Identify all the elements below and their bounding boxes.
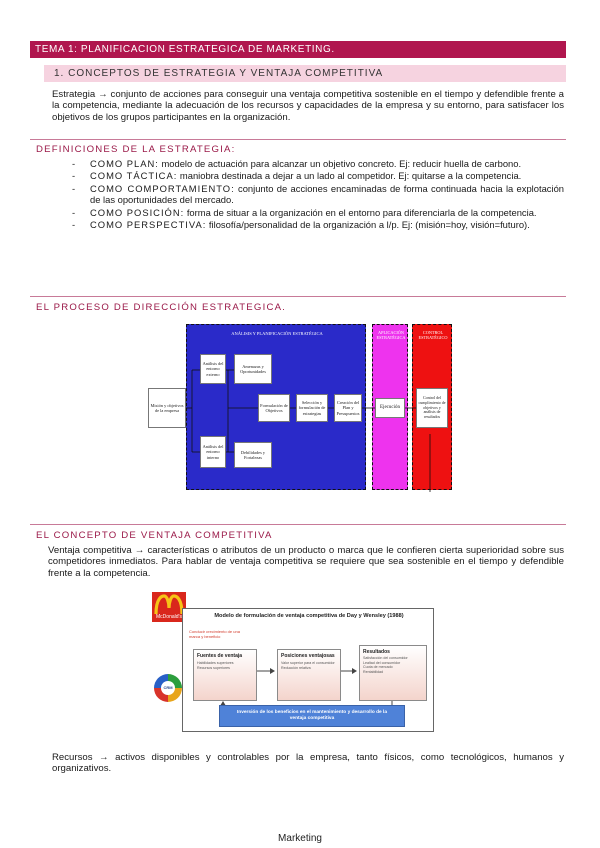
- box-strengths-weaknesses: Debilidades y Fortalezas: [234, 442, 272, 468]
- definition-term: COMO PLAN:: [90, 158, 159, 169]
- advantage-heading: EL CONCEPTO DE VENTAJA COMPETITIVA: [36, 530, 273, 541]
- box-positions-title: Posiciones ventajosas: [281, 653, 335, 659]
- box-positions-item: Valor superior para el consumidor: [281, 661, 335, 665]
- box-positions-item: Reducción relativa: [281, 665, 311, 670]
- list-item: [72, 183, 564, 206]
- model-title: Modelo de formulación de ventaja competitiva de Day y Wensley (1988): [214, 613, 404, 619]
- box-internal-analysis: Análisis del entorno interno: [200, 436, 226, 468]
- divider: [30, 524, 566, 525]
- box-control-results: Control del cumplimiento de objetivos y análisis de resultados: [416, 388, 448, 428]
- advantage-paragraph: Ventaja competitiva → características o atributos de un producto o marca que le confieren cierta superioridad sobre sus competidores inmediatos. Para hablar de ventaja competitiva se requiere que sea sostenible en el tiempo y defendible frente a la competencia.: [48, 545, 564, 579]
- process-heading: EL PROCESO DE DIRECCIÓN ESTRATEGICA.: [36, 302, 287, 313]
- box-execution: Ejecución: [375, 398, 405, 418]
- advantage-model-figure: [150, 590, 438, 734]
- box-external-analysis: Análisis del entorno externo: [200, 354, 226, 384]
- list-item: [72, 170, 564, 181]
- list-item: [72, 207, 564, 218]
- definition-term: COMO COMPORTAMIENTO:: [90, 182, 235, 194]
- definition-text: modelo de actuación para alcanzar un objetivo concreto. Ej: reducir huella de carbono.: [158, 158, 522, 169]
- model-red-note: Conducir crecimiento de una marca y beneficio: [189, 629, 240, 639]
- analysis-panel-label: ANÁLISIS Y PLANIFICACIÓN ESTRATÉGICA: [231, 331, 323, 336]
- box-sources-item: Habilidades superiores: [197, 661, 234, 665]
- bottom-bar: Inversión de los beneficios en el mantenimiento y desarrollo de la ventaja competitiva: [219, 705, 405, 727]
- definitions-heading: DEFINICIONES DE LA ESTRATEGIA:: [36, 144, 236, 155]
- box-results-item: Cuota de mercado: [363, 665, 393, 669]
- divider: [30, 296, 566, 297]
- definition-text: maniobra destinada a dejar a un lado al competidor. Ej: quitarse a la competencia.: [177, 170, 522, 182]
- resources-paragraph: Recursos → activos disponibles y controlables por la empresa, tanto físicos, como tecnológicos, humanos y organizativos.: [52, 752, 564, 775]
- strategic-process-diagram: [148, 324, 452, 492]
- crm-cycle-icon: [154, 674, 182, 702]
- control-panel-label: CONTROL ESTRATÉGICO: [418, 330, 448, 341]
- list-item: [72, 219, 564, 230]
- definition-term: COMO TÁCTICA:: [90, 170, 178, 182]
- box-results-item: Satisfacción del consumidor: [363, 656, 408, 660]
- brand-name: McDonald's: [156, 614, 182, 620]
- box-results-item: Lealtad del consumidor: [363, 660, 401, 665]
- crm-label: CRM: [161, 681, 175, 695]
- divider: [30, 139, 566, 140]
- model-frame: [182, 608, 434, 732]
- box-objective-formulation: Formulación de Objetivos: [258, 394, 290, 422]
- intro-paragraph: Estrategia → conjunto de acciones para conseguir una ventaja competitiva sostenible en el tiempo y defendible frente a la competencia, mediante la adecuación de los recursos y capacidades de la empresa y su entorno, para satisfacer los objetivos de los grupos participantes en la organización.: [52, 89, 564, 123]
- definition-term: COMO PERSPECTIVA:: [90, 219, 207, 231]
- implementation-panel-label: APLICACIÓN ESTRATÉGICA: [376, 330, 406, 341]
- box-mission: Misión y objetivos de la empresa: [148, 388, 186, 428]
- definition-term: COMO POSICIÓN:: [90, 206, 185, 218]
- box-results-item: Rentabilidad: [363, 669, 383, 674]
- box-threats-opportunities: Amenazas y Oportunidades: [234, 354, 272, 384]
- definition-text: conjunto de acciones encaminadas de forma continuada hacia la explotación de las oportunidades del mercado.: [90, 182, 564, 206]
- definitions-list: [72, 158, 564, 231]
- box-sources-item: Recursos superiores: [197, 665, 230, 670]
- mcdonalds-logo: [152, 592, 186, 622]
- page-title: TEMA 1: PLANIFICACION ESTRATEGICA DE MARKETING.: [30, 41, 566, 58]
- box-strategy-selection: Selección y formulación de estrategias: [296, 394, 328, 422]
- box-results-title: Resultados: [363, 649, 390, 655]
- section-subtitle: 1. CONCEPTOS DE ESTRATEGIA Y VENTAJA COMPETITIVA: [44, 65, 566, 82]
- list-item: [72, 158, 564, 169]
- box-plan-budget: Creación del Plan y Presupuestos: [334, 394, 362, 422]
- definition-text: forma de situar a la organización en el entorno para diferenciarla de la competencia.: [184, 206, 537, 218]
- definition-text: filosofía/personalidad de la organización a l/p. Ej: (misión=hoy, visión=futuro).: [206, 219, 530, 231]
- page-footer: Marketing: [278, 833, 322, 844]
- box-sources-title: Fuentes de ventaja: [197, 653, 243, 659]
